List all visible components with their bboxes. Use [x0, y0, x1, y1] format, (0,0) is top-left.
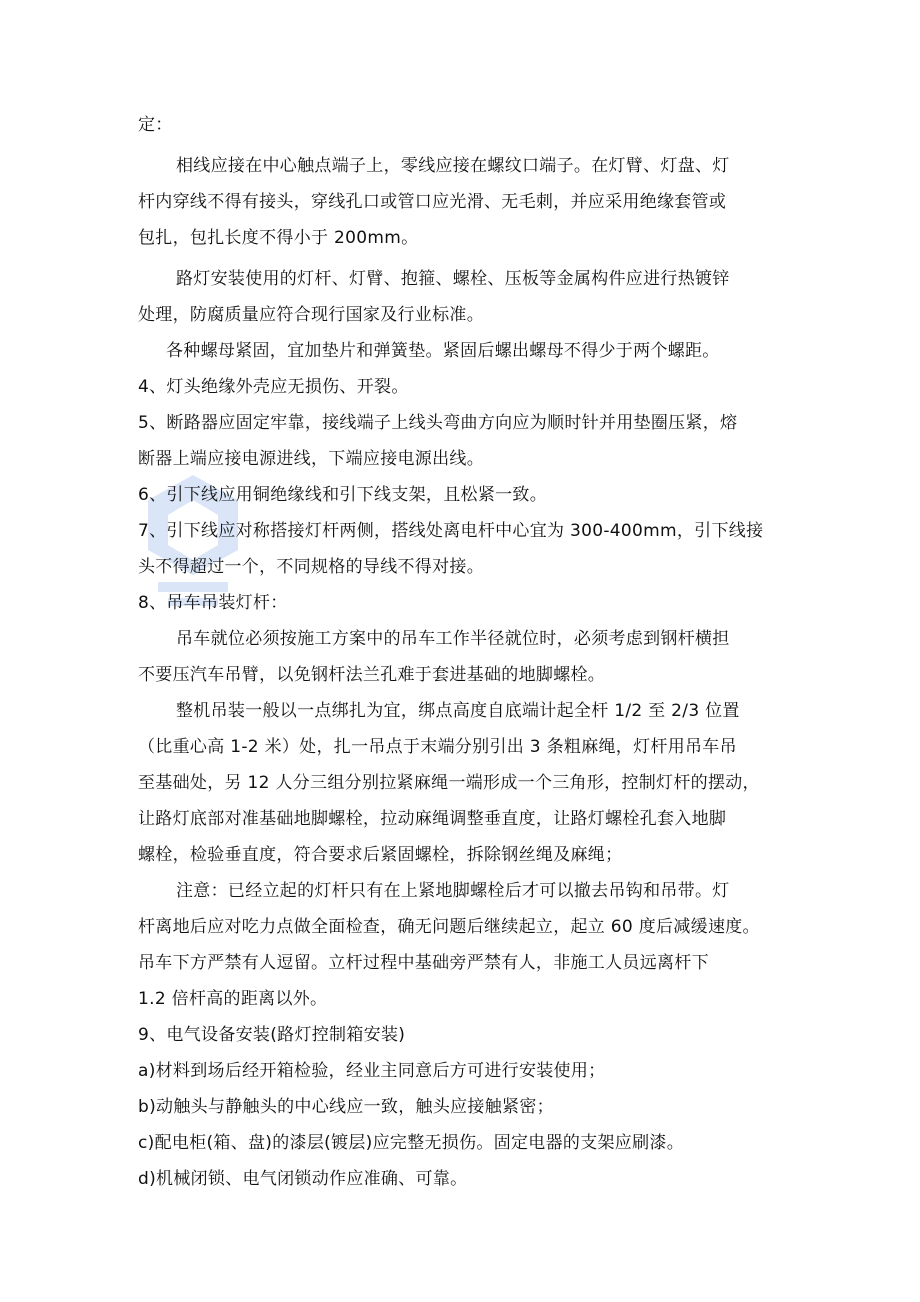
- text-line: 注意：已经立起的灯杆只有在上紧地脚螺栓后才可以撤去吊钩和吊带。灯: [176, 881, 730, 901]
- text-line: （比重心高 1-2 米）处，扎一吊点于末端分别引出 3 条粗麻绳，灯杆用吊车吊: [138, 737, 737, 757]
- text-line: 处理，防腐质量应符合现行国家及行业标准。: [138, 305, 484, 325]
- text-line: c)配电柜(箱、盘)的漆层(镀层)应完整无损伤。固定电器的支架应刷漆。: [138, 1133, 685, 1153]
- text-line: 螺栓，检验垂直度，符合要求后紧固螺栓，拆除钢丝绳及麻绳；: [138, 845, 623, 865]
- text-line: 包扎，包扎长度不得小于 200mm。: [138, 228, 419, 248]
- text-line: a)材料到场后经开箱检验，经业主同意后方可进行安装使用；: [138, 1061, 606, 1081]
- text-line: 断器上端应接电源进线，下端应接电源出线。: [138, 449, 484, 469]
- text-line: b)动触头与静触头的中心线应一致，触头应接触紧密；: [138, 1097, 554, 1117]
- text-line: 7、引下线应对称搭接灯杆两侧，搭线处离电杆中心宜为 300-400mm，引下线接: [138, 521, 764, 541]
- text-line: 相线应接在中心触点端子上，零线应接在螺纹口端子。在灯臂、灯盘、灯: [176, 156, 730, 176]
- text-line: 6、引下线应用铜绝缘线和引下线支架，且松紧一致。: [138, 485, 548, 505]
- text-line: 4、灯头绝缘外壳应无损伤、开裂。: [138, 377, 409, 397]
- document-body: [138, 107, 798, 1197]
- text-line: 杆内穿线不得有接头，穿线孔口或管口应光滑、无毛刺，并应采用绝缘套管或: [138, 192, 727, 212]
- text-line: 各种螺母紧固，宜加垫片和弹簧垫。紧固后螺出螺母不得少于两个螺距。: [166, 341, 720, 361]
- text-line: 让路灯底部对准基础地脚螺栓，拉动麻绳调整垂直度，让路灯螺栓孔套入地脚: [138, 809, 727, 829]
- text-line: 5、断路器应固定牢靠，接线端子上线头弯曲方向应为顺时针并用垫圈压紧，熔: [138, 413, 738, 433]
- text-line: 路灯安装使用的灯杆、灯臂、抱箍、螺栓、压板等金属构件应进行热镀锌: [176, 269, 730, 289]
- text-line: 杆离地后应对吃力点做全面检查，确无问题后继续起立，起立 60 度后减缓速度。: [138, 917, 760, 937]
- text-line: 定：: [138, 115, 173, 135]
- text-line: 至基础处，另 12 人分三组分别拉紧麻绳一端形成一个三角形，控制灯杆的摆动，: [138, 773, 760, 793]
- text-line: 1.2 倍杆高的距离以外。: [138, 989, 328, 1009]
- text-line: 8、吊车吊装灯杆：: [138, 593, 288, 613]
- text-line: d)机械闭锁、电气闭锁动作应准确、可靠。: [138, 1169, 468, 1189]
- text-line: 吊车下方严禁有人逗留。立杆过程中基础旁严禁有人，非施工人员远离杆下: [138, 953, 709, 973]
- text-line: 9、电气设备安装(路灯控制箱安装): [138, 1025, 406, 1045]
- text-line: 吊车就位必须按施工方案中的吊车工作半径就位时，必须考虑到钢杆横担: [176, 629, 730, 649]
- text-line: 整机吊装一般以一点绑扎为宜，绑点高度自底端计起全杆 1/2 至 2/3 位置: [176, 701, 740, 721]
- text-line: 不要压汽车吊臂，以免钢杆法兰孔难于套进基础的地脚螺栓。: [138, 665, 606, 685]
- text-line: 头不得超过一个，不同规格的导线不得对接。: [138, 557, 484, 577]
